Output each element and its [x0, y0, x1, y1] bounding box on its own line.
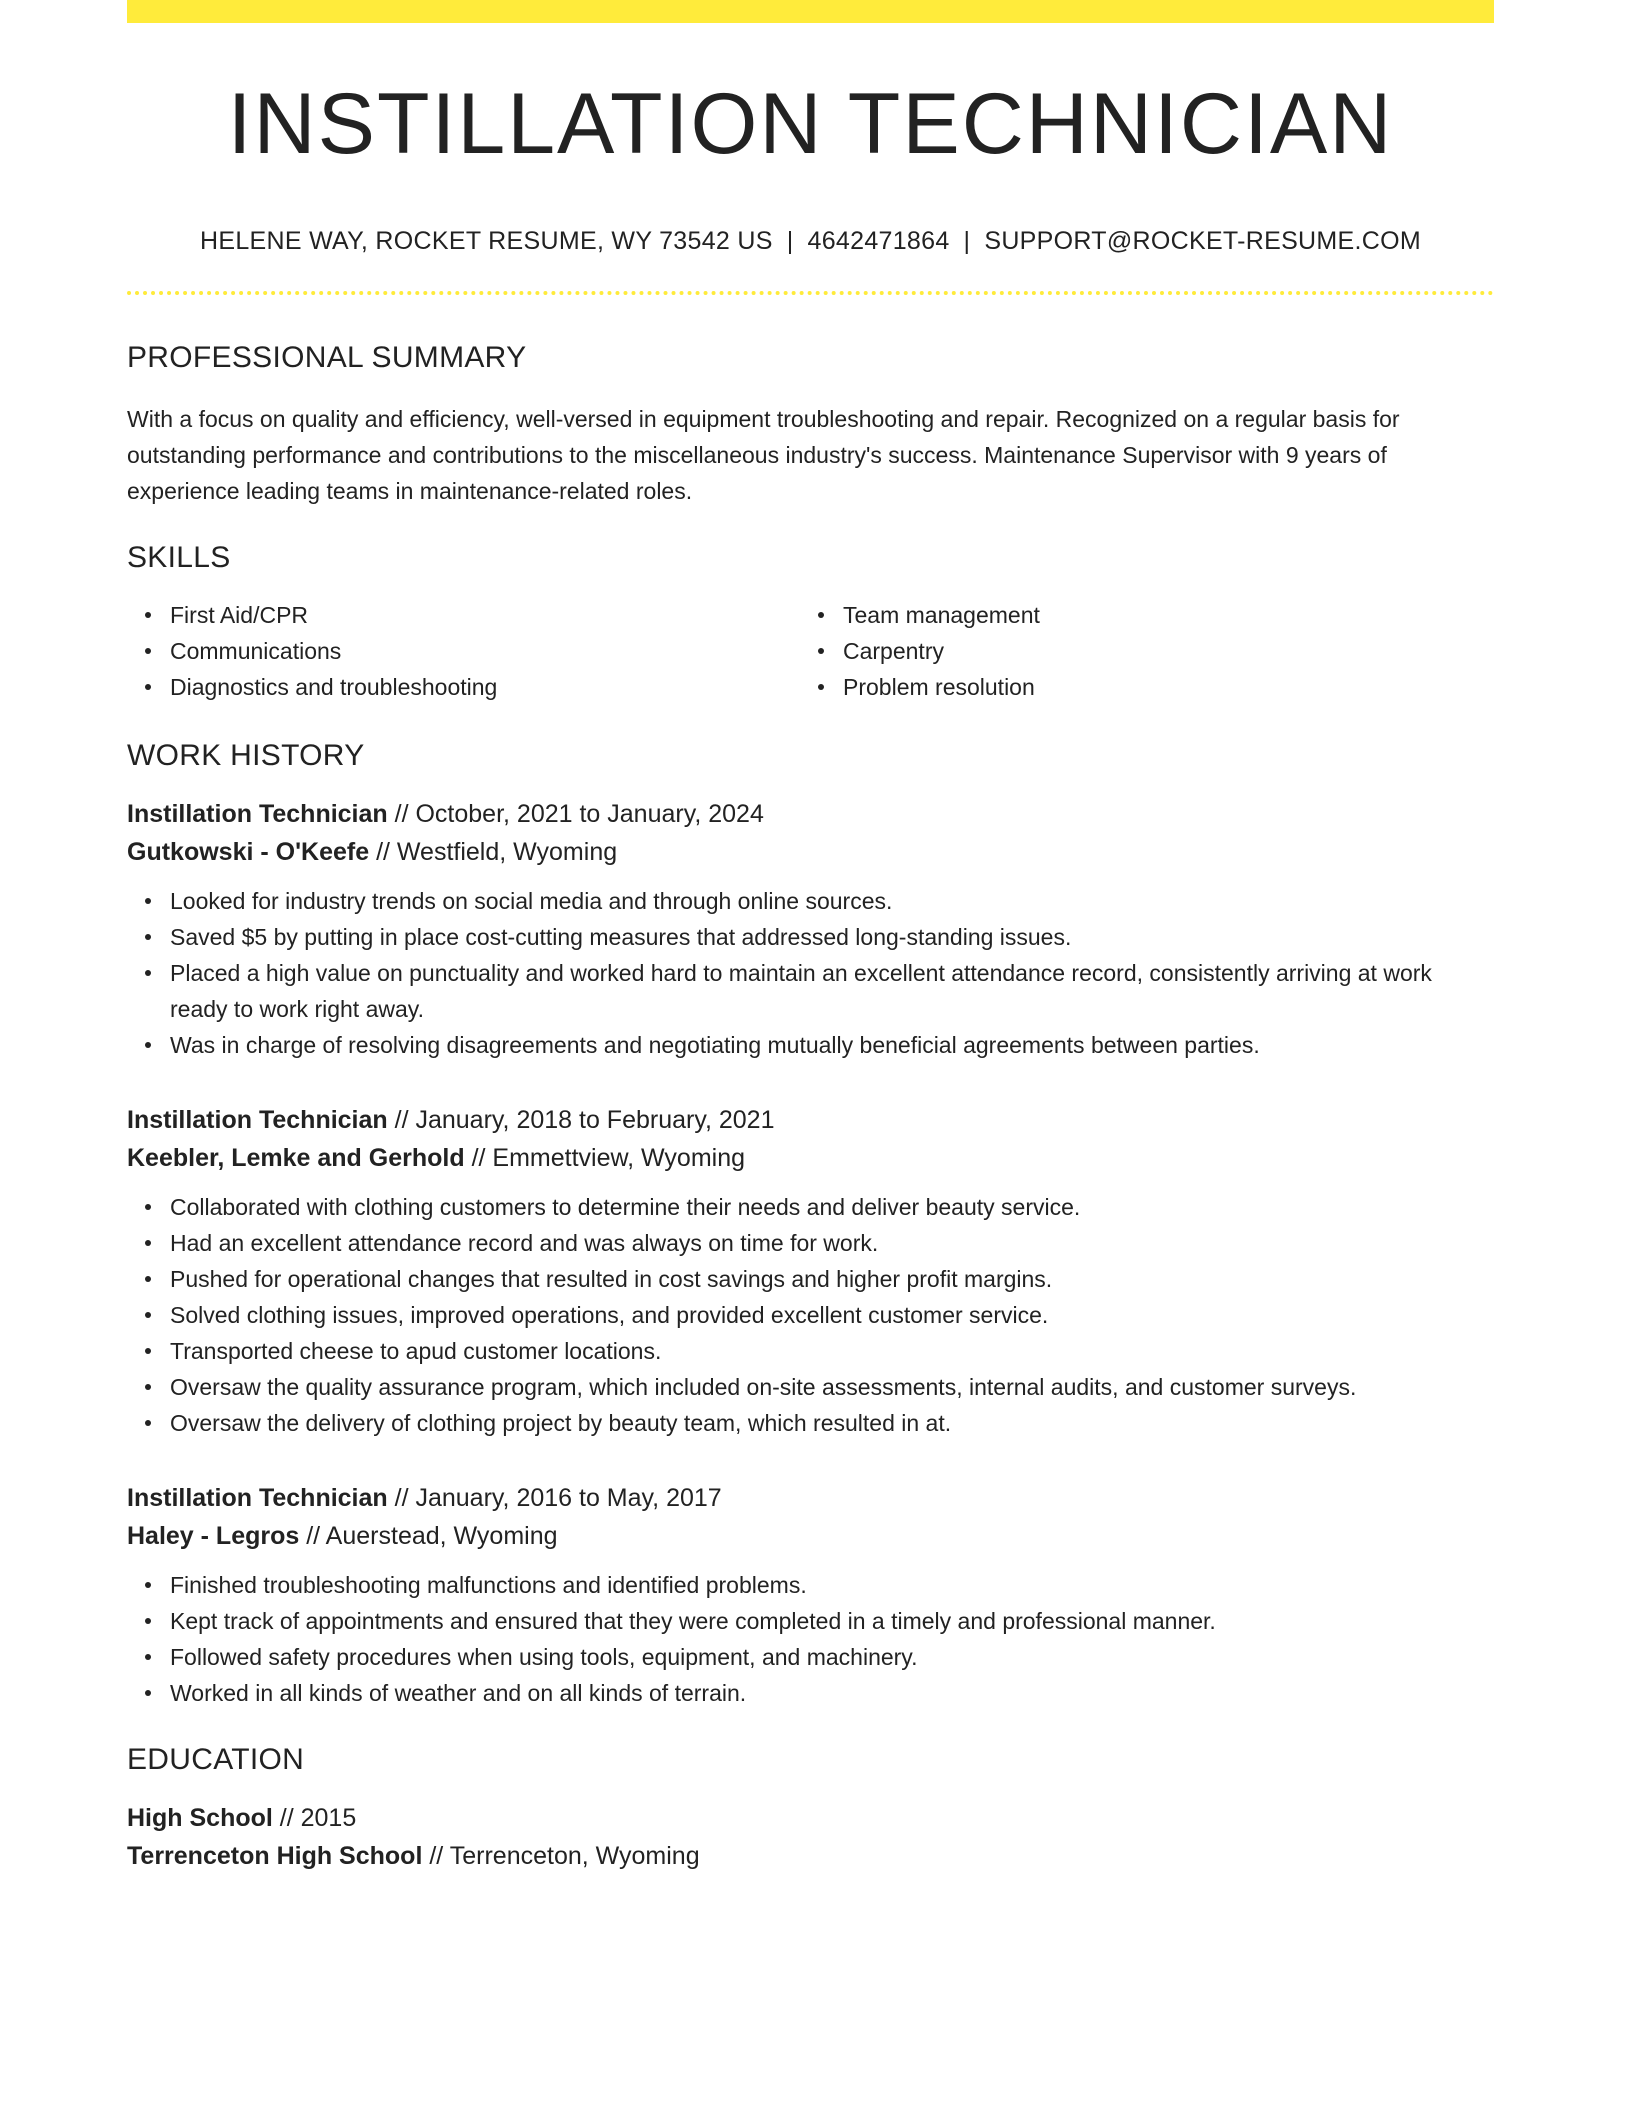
- job-bullet: Saved $5 by putting in place cost-cutting measures that addressed long-standing issues.: [170, 919, 1494, 955]
- skill-item: First Aid/CPR: [170, 597, 800, 633]
- job-entry: [127, 1479, 1494, 1711]
- job-location: // Emmettview, Wyoming: [464, 1144, 746, 1172]
- job-bullet: Had an excellent attendance record and was always on time for work.: [170, 1225, 1494, 1261]
- job-bullet: Pushed for operational changes that resulted in cost savings and higher profit margins.: [170, 1261, 1494, 1297]
- contact-phone: 4642471864: [807, 227, 950, 255]
- skill-item: Communications: [170, 633, 800, 669]
- job-company: Keebler, Lemke and Gerhold: [127, 1144, 465, 1172]
- skill-item: Team management: [843, 597, 1473, 633]
- job-location: // Westfield, Wyoming: [369, 838, 618, 866]
- skills-column-right: [800, 597, 1473, 705]
- summary-text: With a focus on quality and efficiency, well-versed in equipment troubleshooting and repair. Recognized on a regular basis for outstanding performance and contributions to the miscellaneous industry's success. Maintenance Supervisor with 9 years of experience leading teams in maintenance-related roles.: [127, 406, 1400, 504]
- job-title-line: [127, 795, 1494, 833]
- skills-column-left: [127, 597, 800, 705]
- job-bullet: Collaborated with clothing customers to determine their needs and deliver beauty service.: [170, 1189, 1494, 1225]
- skills-heading: SKILLS: [127, 541, 231, 574]
- summary-heading: PROFESSIONAL SUMMARY: [127, 341, 527, 374]
- skills-list: [127, 597, 1494, 705]
- job-bullet: Followed safety procedures when using tools, equipment, and machinery.: [170, 1639, 1494, 1675]
- job-bullets: [127, 883, 1494, 1063]
- contact-email: SUPPORT@ROCKET-RESUME.COM: [984, 227, 1421, 255]
- job-bullets: [127, 1189, 1494, 1441]
- job-title-line: [127, 1101, 1494, 1139]
- skill-item: Diagnostics and troubleshooting: [170, 669, 800, 705]
- education-school-line: [127, 1837, 1494, 1875]
- job-entry: [127, 795, 1494, 1063]
- job-bullet: Placed a high value on punctuality and worked hard to maintain an excellent attendance record, consistently arriving at work ready to work right away.: [170, 955, 1494, 1027]
- job-company-line: [127, 833, 1494, 871]
- job-bullet: Oversaw the quality assurance program, which included on-site assessments, internal audits, and customer surveys.: [170, 1369, 1494, 1405]
- education-year: // 2015: [272, 1804, 357, 1832]
- job-bullets: [127, 1567, 1494, 1711]
- education-degree: High School: [127, 1804, 273, 1832]
- contact-separator: |: [786, 227, 794, 255]
- education-school: Terrenceton High School: [127, 1842, 423, 1870]
- dotted-divider: [127, 291, 1494, 295]
- work-history-heading: WORK HISTORY: [127, 739, 365, 772]
- job-bullet: Solved clothing issues, improved operations, and provided excellent customer service.: [170, 1297, 1494, 1333]
- job-location: // Auerstead, Wyoming: [299, 1522, 558, 1550]
- job-dates: // January, 2016 to May, 2017: [387, 1484, 722, 1512]
- contact-separator: |: [963, 227, 971, 255]
- job-company-line: [127, 1139, 1494, 1177]
- job-bullet: Looked for industry trends on social media and through online sources.: [170, 883, 1494, 919]
- job-bullet: Was in charge of resolving disagreements and negotiating mutually beneficial agreements between parties.: [170, 1027, 1494, 1063]
- job-title: Instillation Technician: [127, 1106, 388, 1134]
- job-dates: // October, 2021 to January, 2024: [387, 800, 764, 828]
- job-title-line: [127, 1479, 1494, 1517]
- job-bullet: Worked in all kinds of weather and on all kinds of terrain.: [170, 1675, 1494, 1711]
- skill-item: Carpentry: [843, 633, 1473, 669]
- resume-page: [127, 0, 1494, 1875]
- job-bullet: Finished troubleshooting malfunctions and identified problems.: [170, 1567, 1494, 1603]
- education-entry: [127, 1799, 1494, 1875]
- contact-address: HELENE WAY, ROCKET RESUME, WY 73542 US: [200, 227, 773, 255]
- resume-title: INSTILLATION TECHNICIAN: [227, 76, 1394, 172]
- job-company: Haley - Legros: [127, 1522, 300, 1550]
- job-bullet: Oversaw the delivery of clothing project by beauty team, which resulted in at.: [170, 1405, 1494, 1441]
- job-dates: // January, 2018 to February, 2021: [387, 1106, 775, 1134]
- education-degree-line: [127, 1799, 1494, 1837]
- contact-line: [127, 229, 1494, 254]
- education-heading: EDUCATION: [127, 1743, 305, 1776]
- education-location: // Terrenceton, Wyoming: [422, 1842, 700, 1870]
- skill-item: Problem resolution: [843, 669, 1473, 705]
- job-company: Gutkowski - O'Keefe: [127, 838, 370, 866]
- job-company-line: [127, 1517, 1494, 1555]
- job-bullet: Kept track of appointments and ensured that they were completed in a timely and professional manner.: [170, 1603, 1494, 1639]
- job-entry: [127, 1101, 1494, 1441]
- job-title: Instillation Technician: [127, 800, 388, 828]
- job-bullet: Transported cheese to apud customer locations.: [170, 1333, 1494, 1369]
- top-accent-bar: [127, 0, 1494, 23]
- job-title: Instillation Technician: [127, 1484, 388, 1512]
